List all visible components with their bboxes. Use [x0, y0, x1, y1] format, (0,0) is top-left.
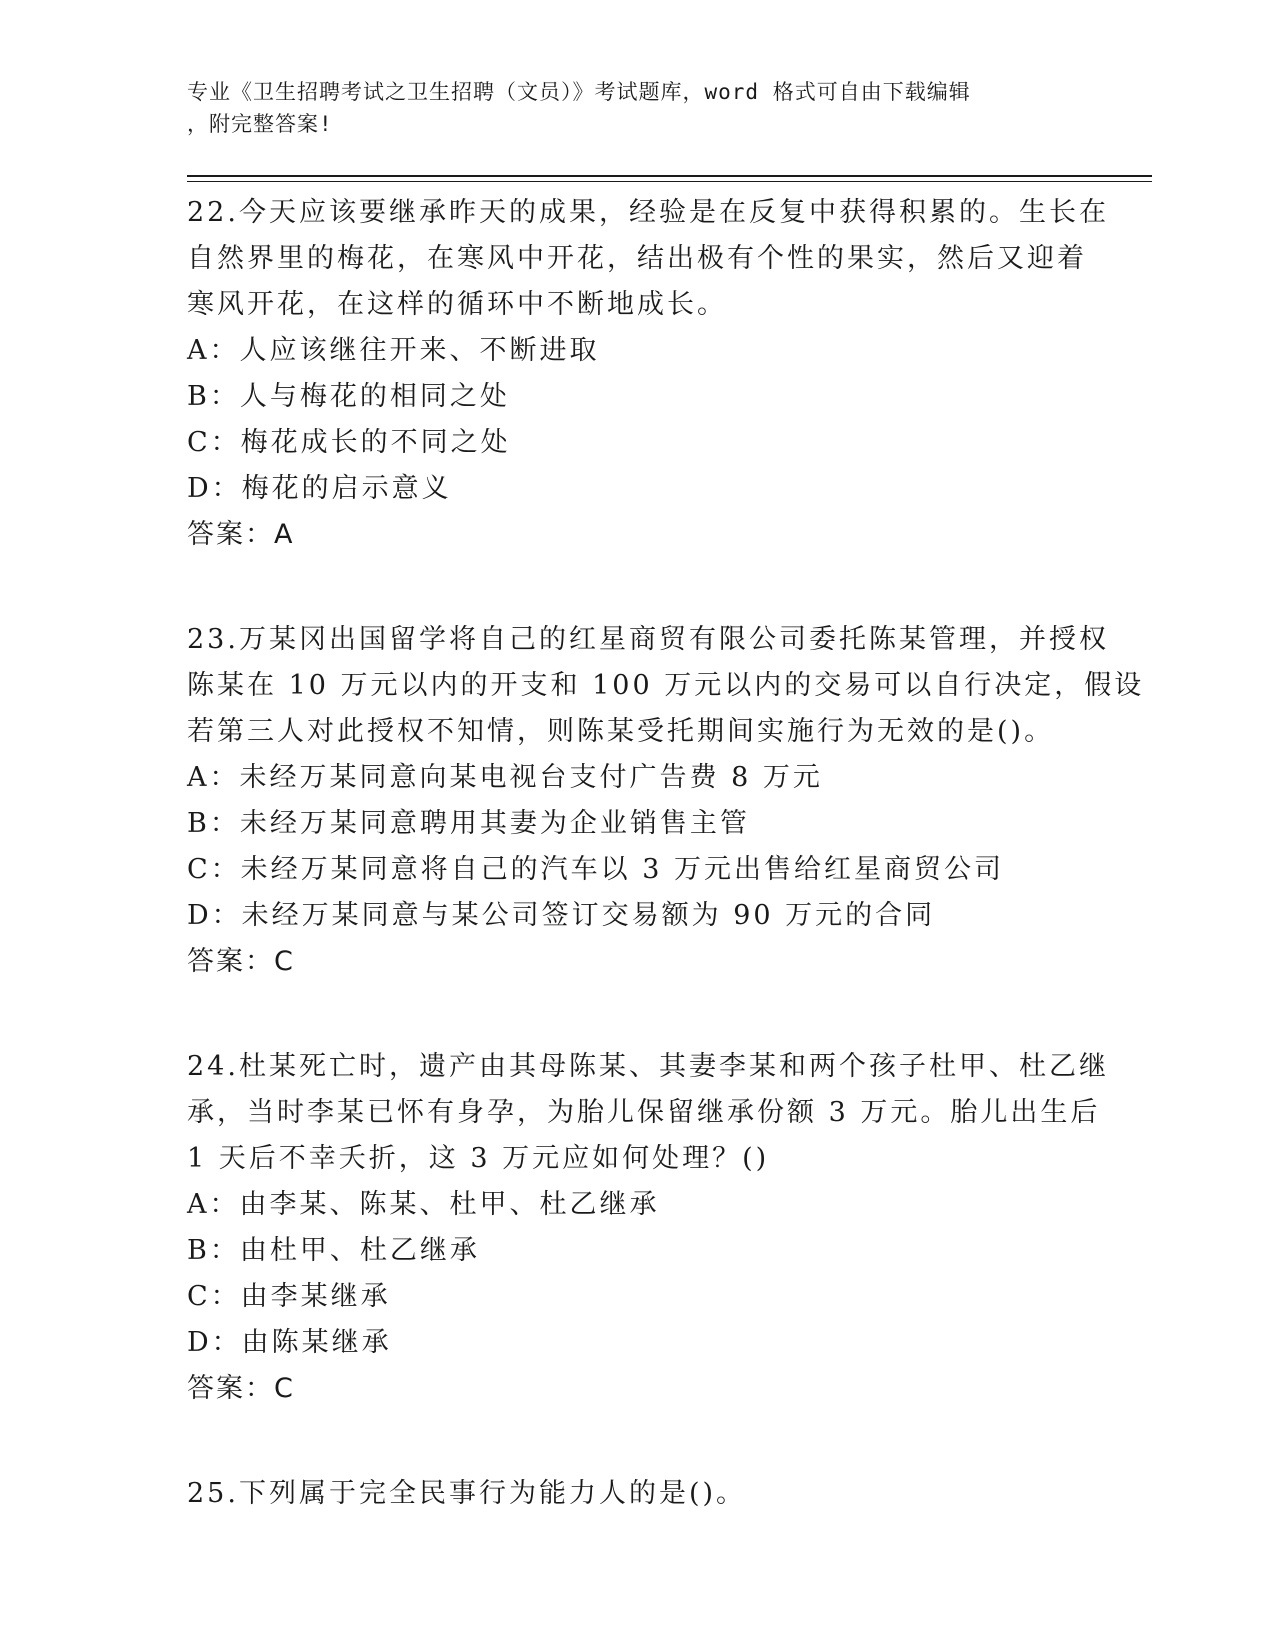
option-b: B：人与梅花的相同之处 — [187, 381, 510, 412]
question-text-line: 陈某在 10 万元以内的开支和 100 万元以内的交易可以自行决定，假设 — [187, 670, 1145, 701]
question-text-line: 25.下列属于完全民事行为能力人的是()。 — [187, 1478, 747, 1509]
header-divider-thick — [187, 175, 1152, 177]
option-a: A：人应该继往开来、不断进取 — [187, 335, 600, 366]
question-25 — [187, 1471, 1087, 1517]
option-b: B：未经万某同意聘用其妻为企业销售主管 — [187, 808, 750, 839]
option-c: C：未经万某同意将自己的汽车以 3 万元出售给红星商贸公司 — [187, 854, 1005, 885]
question-text-line: 寒风开花，在这样的循环中不断地成长。 — [187, 289, 727, 320]
question-text-line: 若第三人对此授权不知情，则陈某受托期间实施行为无效的是()。 — [187, 716, 1055, 747]
answer-label: 答案：C — [187, 1373, 295, 1404]
question-text-line: 自然界里的梅花，在寒风中开花，结出极有个性的果实，然后又迎着 — [187, 243, 1087, 274]
question-text-line: 22.今天应该要继承昨天的成果，经验是在反复中获得积累的。生长在 — [187, 197, 1109, 228]
question-24 — [187, 1044, 1109, 1412]
question-22 — [187, 190, 1109, 558]
question-23 — [187, 617, 1145, 985]
answer-label: 答案：C — [187, 946, 295, 977]
question-list — [187, 190, 1145, 1576]
option-a: A：未经万某同意向某电视台支付广告费 8 万元 — [187, 762, 823, 793]
header-text-line-1: 专业《卫生招聘考试之卫生招聘（文员）》考试题库，word 格式可自由下载编辑 — [187, 80, 971, 104]
option-d: D：梅花的启示意义 — [187, 473, 452, 504]
answer-label: 答案：A — [187, 519, 295, 550]
question-text-line: 23.万某冈出国留学将自己的红星商贸有限公司委托陈某管理，并授权 — [187, 624, 1109, 655]
header-text-line-2: ，附完整答案! — [187, 112, 333, 136]
question-text-line: 1 天后不幸夭折，这 3 万元应如何处理？() — [187, 1143, 770, 1174]
option-d: D：未经万某同意与某公司签订交易额为 90 万元的合同 — [187, 900, 936, 931]
option-c: C：由李某继承 — [187, 1281, 391, 1312]
header-divider-thin — [187, 181, 1152, 182]
option-b: B：由杜甲、杜乙继承 — [187, 1235, 480, 1266]
option-c: C：梅花成长的不同之处 — [187, 427, 511, 458]
question-text-line: 24.杜某死亡时，遗产由其母陈某、其妻李某和两个孩子杜甲、杜乙继 — [187, 1051, 1109, 1082]
question-text-line: 承，当时李某已怀有身孕，为胎儿保留继承份额 3 万元。胎儿出生后 — [187, 1097, 1101, 1128]
option-d: D：由陈某继承 — [187, 1327, 392, 1358]
option-a: A：由李某、陈某、杜甲、杜乙继承 — [187, 1189, 660, 1220]
